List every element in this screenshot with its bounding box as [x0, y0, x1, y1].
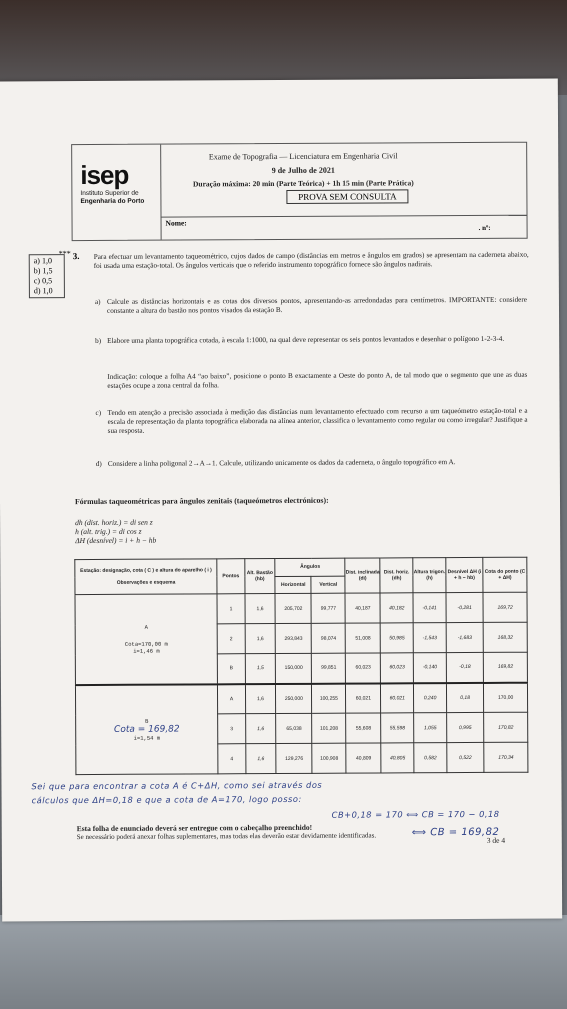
station-a-height: i=1,46 m [133, 647, 160, 655]
cell-h-handwritten: 0,240 [414, 683, 447, 713]
handwritten-note-line: CB+0,18 = 170 ⟺ CB = 170 − 0,18 [331, 808, 500, 820]
table-header-row [75, 557, 527, 577]
header-divider [161, 215, 527, 218]
cell-hb: 1,6 [245, 684, 276, 714]
cell-hb-handwritten: 1,6 [245, 714, 276, 744]
cell-cota: 170,00 [484, 682, 528, 712]
header-cota: Cota do ponto (C + ΔH) [483, 557, 527, 592]
cell-dh-handwritten: 40,805 [381, 743, 414, 773]
cell-vertical: 98,074 [312, 623, 346, 653]
cell-horizontal: 65,038 [276, 713, 312, 743]
cell-vertical: 100,255 [312, 683, 346, 713]
cell-cota-handwritten: 168,32 [483, 622, 527, 652]
cell-dH-handwritten: 0,18 [446, 682, 483, 712]
cell-point: A [218, 684, 246, 714]
cell-dH-handwritten: -1,683 [446, 622, 483, 652]
cell-h-handwritten: 0,582 [414, 743, 447, 773]
indication-text: Indicação: coloque a folha A4 “ao baixo”, posicione o ponto B exactamente a Oeste do ponto A, de tal modo que o segmento que une as duas estações ocupe a zona central da folha. [107, 370, 528, 390]
table-row [75, 592, 527, 624]
logo-subtitle: Instituto Superior de [80, 189, 139, 198]
cell-point: B [218, 654, 246, 684]
logo-text: isep [80, 159, 129, 191]
cell-dH-handwritten: -0,18 [446, 652, 483, 682]
station-a-name: A [144, 623, 148, 631]
cell-dh-handwritten: 50,985 [380, 623, 413, 653]
score-item: c) 0,5 [33, 276, 53, 286]
exam-mode-box: PROVA SEM CONSULTA [286, 189, 408, 204]
cell-dh-handwritten: 60,023 [381, 653, 414, 683]
cell-vertical: 99,777 [311, 593, 345, 623]
cell-di: 51,008 [345, 623, 380, 653]
header-station-label: Estação: designação, cota ( C ) e altura do aparelho ( i ) [80, 567, 212, 575]
cell-cota-handwritten: 169,82 [483, 652, 527, 682]
cell-point: 2 [217, 624, 245, 654]
cell-hb-handwritten: 1,5 [245, 654, 276, 684]
footer-warning: Esta folha de enunciado deverá ser entregue com o cabeçalho preenchido! [76, 822, 313, 834]
cell-dH-handwritten: -0,281 [446, 592, 483, 622]
cell-horizontal: 205,702 [275, 593, 311, 623]
exam-title: Exame de Topografia — Licenciatura em Engenharia Civil [208, 151, 398, 162]
cell-dh-handwritten: 60,021 [381, 683, 414, 713]
formulas-title: Fórmulas taqueométricas para ângulos zenitais (taqueómetros electrónicos): [74, 495, 329, 507]
station-b-name: B [145, 717, 149, 725]
cell-point: 4 [218, 744, 246, 774]
station-a-cota: Cota=170,00 m [124, 640, 168, 648]
cell-vertical: 100,908 [312, 743, 346, 773]
item-a-text: Calcule as distâncias horizontais e as cotas dos diversos pontos, apresentando-as arredondadas para centímetros. IMPORTANTE: considere constante a altura do bastão nos pontos visados da estação B. [106, 295, 527, 315]
station-b-cell [75, 684, 218, 775]
item-label: b) [95, 336, 102, 345]
header-desnivel: Desnível ΔH (i + h − hb) [446, 557, 483, 592]
header-station [75, 559, 217, 595]
cell-horizontal: 150,000 [276, 653, 312, 683]
question-intro: Para efectuar um levantamento taqueométrico, cujos dados de campo (distâncias em metros e ângulos em grados) se apresentam na caderneta abaixo, foi usada uma estação-total. Os ângulos verticais que o referido instrumento topográfico fornece são ângulos nadirais. [93, 250, 529, 270]
formula-line: h (alt. trig.) = di cos z [75, 526, 142, 537]
cell-di: 40,809 [346, 743, 381, 773]
item-d-text: Considere a linha poligonal 2→A→1. Calcule, utilizando unicamente os dados da caderneta, o ângulo topográfico em A. [107, 458, 456, 468]
station-a-cell [75, 594, 218, 685]
question-number: 3. [72, 251, 80, 262]
cell-hb: 1,6 [245, 624, 276, 654]
score-item: b) 1,5 [33, 266, 53, 276]
exam-sheet [0, 79, 562, 922]
number-label: . nº: [478, 223, 491, 232]
station-b-cota-handwritten: Cota = 169,82 [114, 724, 180, 735]
cell-dH-handwritten: 0,995 [447, 712, 484, 742]
header-obs-label: Observações e esquema [116, 579, 176, 586]
header-vertical: Vertical [311, 576, 345, 594]
handwritten-note-line: ⟺ CB = 169,82 [411, 826, 500, 839]
exam-date: 9 de Julho de 2021 [271, 165, 335, 176]
isep-logo [80, 159, 156, 206]
header-angles: Ângulos [275, 558, 345, 576]
cell-point: 3 [218, 714, 246, 744]
field-book-table [74, 557, 528, 775]
cell-dh-handwritten: 40,182 [380, 593, 413, 623]
cell-hb-handwritten: 1,6 [245, 744, 276, 774]
cell-hb: 1,6 [245, 594, 276, 624]
separator-stars: *** [58, 249, 71, 259]
cell-h-handwritten: 1,055 [414, 713, 447, 743]
score-item: d) 1,0 [33, 286, 53, 296]
table-row [75, 682, 527, 714]
cell-di: 55,608 [346, 713, 381, 743]
cell-vertical: 99,851 [312, 653, 346, 683]
header-alt-trig: Altura trigon. (h) [413, 558, 446, 593]
cell-horizontal: 250,000 [276, 683, 312, 713]
item-c-text: Tendo em atenção a precisão associada à medição das distâncias num levantamento efectuado com recurso a um taqueómetro estação-total e a escala de representação da planta topográfica elaborada na alínea anterior, classifica o levantamento como regular ou como irregular? Justifique a sua resposta. [107, 406, 528, 435]
cell-horizontal: 129,276 [276, 743, 312, 773]
exam-duration: Duração máxima: 20 min (Parte Teórica) + 1h 15 min (Parte Prática) [192, 178, 414, 189]
page-number: 3 de 4 [486, 835, 506, 845]
cell-h-handwritten: -0,140 [413, 653, 446, 683]
cell-point: 1 [217, 594, 245, 624]
score-item: a) 1,0 [33, 256, 52, 266]
cell-h-handwritten: -1,543 [413, 623, 446, 653]
header-dist-incl: Dist. inclinada (di) [345, 558, 380, 593]
cell-cota-handwritten: 169,72 [483, 592, 527, 622]
handwritten-note-line: Sei que para encontrar a cota A é C+ΔH, como sei através dos [31, 779, 323, 792]
name-label: Nome: [165, 218, 187, 228]
cell-di: 40,187 [345, 593, 380, 623]
cell-horizontal: 293,843 [275, 623, 311, 653]
header-points: Pontos [217, 559, 245, 594]
logo-subtitle: Engenharia do Porto [80, 197, 145, 206]
cell-dH-handwritten: 0,522 [447, 742, 484, 772]
footer-note: Se necessário poderá anexar folhas suplementares, mas todas elas deverão estar devidamente identificadas. [76, 831, 377, 842]
station-b-height: i=1,54 m [133, 734, 161, 742]
cell-h-handwritten: -0,141 [413, 593, 446, 623]
item-b-text: Elabore uma planta topográfica cotada, à escala 1:1000, na qual deve representar os seis pontos levantados e desenhar o polígono 1-2-3-4. [107, 334, 505, 345]
handwritten-note-line: cálculos que ΔH=0,18 e que a cota de A=170, logo posso: [31, 793, 302, 806]
cell-dh-handwritten: 55,598 [381, 713, 414, 743]
formula-line: dh (dist. horiz.) = di sen z [75, 517, 153, 528]
background-bottom [0, 915, 567, 1009]
item-label: c) [95, 408, 102, 417]
cell-di: 60,021 [346, 683, 381, 713]
cell-cota-handwritten: 170,34 [484, 742, 528, 772]
cell-cota-handwritten: 170,82 [484, 712, 528, 742]
formula-line: ΔH (desnível) = i + h − hb [75, 535, 157, 546]
header-dist-horiz: Dist. horiz. (dh) [380, 558, 413, 593]
cell-vertical: 101,208 [312, 713, 346, 743]
item-label: d) [95, 459, 102, 468]
item-label: a) [94, 297, 101, 306]
header-alt-bastao: Alt. Bastão (hb) [244, 559, 275, 594]
score-box [29, 254, 65, 298]
cell-di: 60,023 [346, 653, 381, 683]
header-horizontal: Horizontal [275, 576, 311, 594]
